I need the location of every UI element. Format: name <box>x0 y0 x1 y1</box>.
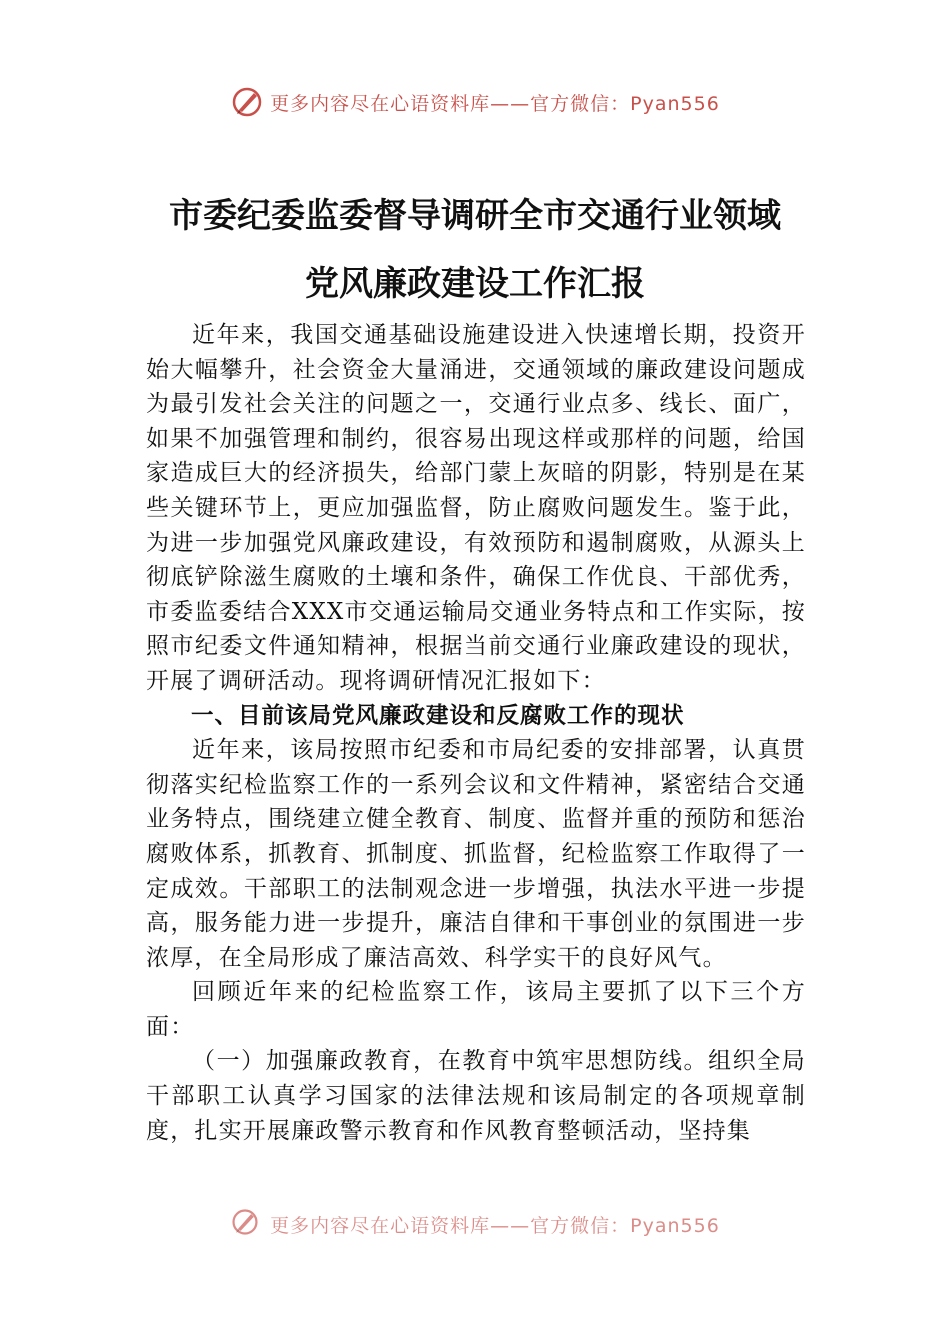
paragraph-subsection-1: （一）加强廉政教育，在教育中筑牢思想防线。组织全局干部职工认真学习国家的法律法规和该局制定的各项规章制度，扎实开展廉政警示教育和作风教育整顿活动，坚持集 <box>146 1048 806 1144</box>
watermark-header <box>0 84 950 120</box>
pen-logo-icon <box>230 85 264 119</box>
document-title-line-2: 党风廉政建设工作汇报 <box>305 264 645 304</box>
watermark-text: 更多内容尽在心语资料库——官方微信：Pyan556 <box>270 1214 720 1237</box>
watermark-footer <box>0 1208 950 1240</box>
paragraph-review: 回顾近年来的纪检监察工作，该局主要抓了以下三个方面： <box>146 979 806 1040</box>
section-heading-1: 一、目前该局党风廉政建设和反腐败工作的现状 <box>191 702 685 729</box>
document-body <box>146 318 806 1148</box>
pen-logo-icon <box>230 1207 264 1241</box>
document-title-line-1: 市委纪委监委督导调研全市交通行业领域 <box>169 196 781 236</box>
watermark-text: 更多内容尽在心语资料库——官方微信：Pyan556 <box>270 92 720 115</box>
paragraph-intro: 近年来，我国交通基础设施建设进入快速增长期，投资开始大幅攀升，社会资金大量涌进，交通领域的廉政建设问题成为最引发社会关注的问题之一，交通行业点多、线长、面广，如果不加强管理和制约，很容易出现这样或那样的问题，给国家造成巨大的经济损失，给部门蒙上灰暗的阴影，特别是在某些关键环节上，更应加强监督，防止腐败问题发生。鉴于此，为进一步加强党风廉政建设，有效预防和遏制腐败，从源头上彻底铲除滋生腐败的土壤和条件，确保工作优良、干部优秀，市委监委结合XXX市交通运输局交通业务特点和工作实际，按照市纪委文件通知精神，根据当前交通行业廉政建设的现状，开展了调研活动。现将调研情况汇报如下： <box>146 322 806 694</box>
paragraph-status: 近年来，该局按照市纪委和市局纪委的安排部署，认真贯彻落实纪检监察工作的一系列会议和文件精神，紧密结合交通业务特点，围绕建立健全教育、制度、监督并重的预防和惩治腐败体系，抓教育、抓制度、抓监督，纪检监察工作取得了一定成效。干部职工的法制观念进一步增强，执法水平进一步提高，服务能力进一步提升，廉洁自律和干事创业的氛围进一步浓厚，在全局形成了廉洁高效、科学实干的良好风气。 <box>146 737 806 971</box>
